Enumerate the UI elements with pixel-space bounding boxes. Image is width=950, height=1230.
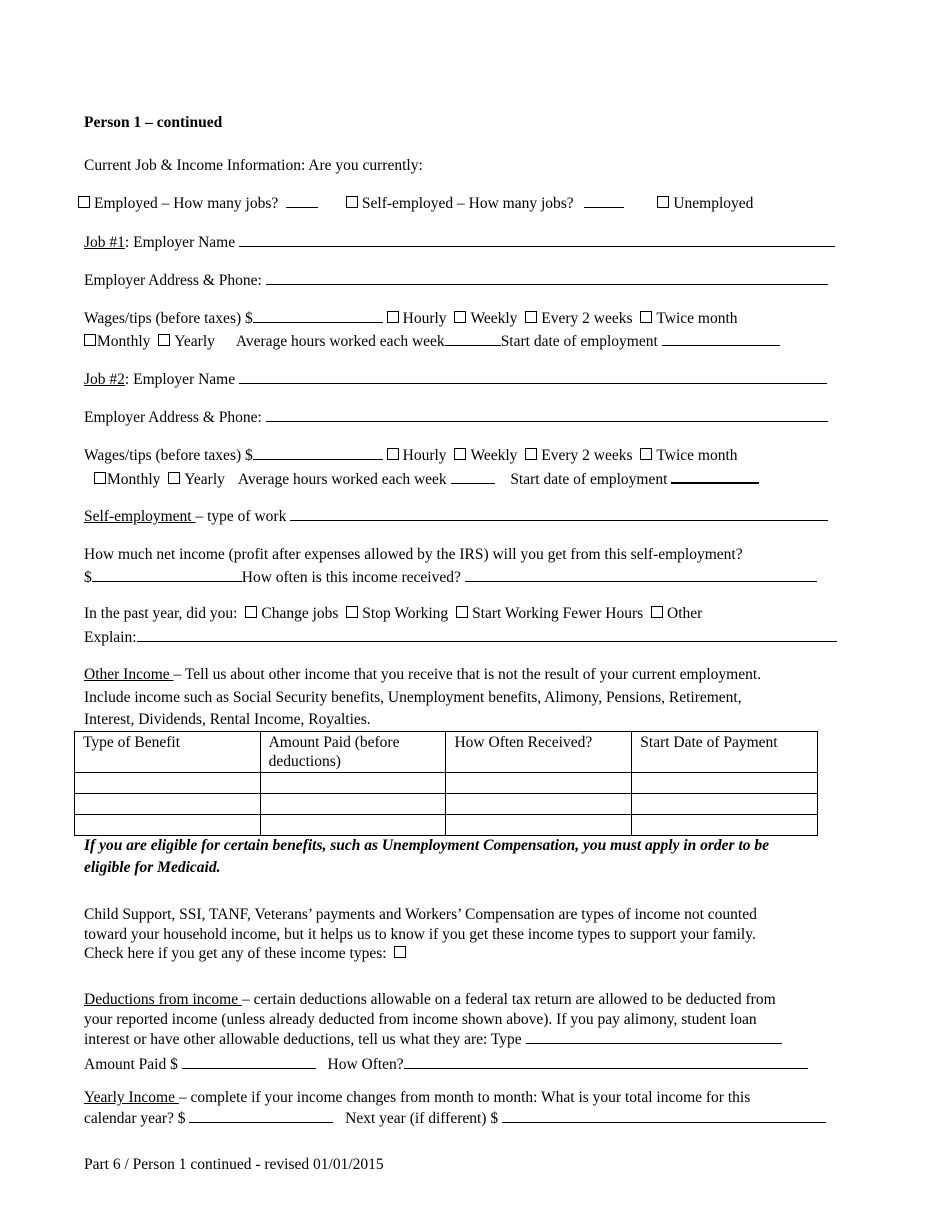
how-often-label: How often is this income received? — [241, 569, 461, 586]
table-row — [75, 815, 818, 836]
amount-paid-label: Amount Paid $ — [84, 1056, 178, 1073]
job2-twice-checkbox[interactable] — [640, 448, 652, 460]
child-support-checkbox[interactable] — [394, 946, 406, 958]
self-employment-row — [84, 506, 828, 526]
table-row — [75, 773, 818, 794]
deductions-line3 — [84, 1029, 782, 1049]
child-support-line2: toward your household income, but it helps us to know if you get these income types to support your family. — [84, 926, 756, 943]
deductions-how-often-field[interactable] — [404, 1054, 808, 1069]
job1-wages-label: Wages/tips (before taxes) $ — [84, 310, 253, 327]
page-footer: Part 6 / Person 1 continued - revised 01/01/2015 — [84, 1156, 384, 1173]
employed-checkbox[interactable] — [78, 196, 90, 208]
table-cell[interactable] — [632, 815, 818, 836]
explain-label: Explain: — [84, 629, 137, 646]
job1-employer-row — [84, 232, 835, 252]
table-cell[interactable] — [446, 794, 632, 815]
job1-employer-name-field[interactable] — [239, 232, 835, 247]
child-support-check-label: Check here if you get any of these income types: — [84, 945, 387, 962]
job1-avg-hours-field[interactable] — [445, 331, 501, 346]
calendar-year-label: calendar year? $ — [84, 1110, 186, 1127]
job1-hourly-label: Hourly — [402, 310, 447, 327]
self-employed-jobs-count-field[interactable] — [584, 193, 624, 208]
fewer-hours-label: Start Working Fewer Hours — [472, 605, 644, 622]
job2-yearly-label: Yearly — [184, 471, 225, 488]
table-cell[interactable] — [260, 794, 446, 815]
self-employed-checkbox[interactable] — [346, 196, 358, 208]
job1-start-date-label: Start date of employment — [500, 333, 658, 350]
deductions-amount-row — [84, 1054, 808, 1074]
table-cell[interactable] — [75, 773, 261, 794]
deductions-line1 — [84, 990, 776, 1009]
job1-avg-hours-label: Average hours worked each week — [235, 333, 445, 350]
job1-address-label: Employer Address & Phone: — [84, 272, 262, 289]
job2-every2-label: Every 2 weeks — [541, 447, 633, 464]
column-header-start-date: Start Date of Payment — [632, 732, 818, 773]
job2-start-date-label: Start date of employment — [510, 471, 668, 488]
child-support-line3 — [84, 944, 410, 963]
job2-wages-field[interactable] — [253, 445, 383, 460]
current-job-prompt: Current Job & Income Information: Are you currently: — [84, 157, 423, 174]
employed-jobs-count-field[interactable] — [286, 193, 318, 208]
stop-working-label: Stop Working — [362, 605, 449, 622]
child-support-line1: Child Support, SSI, TANF, Veterans’ payments and Workers’ Compensation are types of income not counted — [84, 906, 757, 923]
job1-hourly-checkbox[interactable] — [387, 311, 399, 323]
past-year-row — [84, 604, 702, 623]
job2-employer-name-label: : Employer Name — [124, 371, 236, 388]
unemployed-label: Unemployed — [673, 195, 754, 212]
job1-weekly-label: Weekly — [470, 310, 518, 327]
job1-freq-row — [84, 331, 780, 351]
deductions-how-often-label: How Often? — [327, 1056, 404, 1073]
other-income-text1: – Tell us about other income that you receive that is not the result of your current employment. — [173, 666, 762, 683]
self-employed-label: Self-employed – How many jobs? — [361, 195, 574, 212]
section-title: Person 1 – continued — [84, 114, 223, 131]
job2-label: Job #2 — [84, 371, 125, 388]
how-often-field[interactable] — [465, 567, 817, 582]
job1-label: Job #1 — [84, 234, 125, 251]
job2-monthly-checkbox[interactable] — [94, 472, 106, 484]
table-cell[interactable] — [260, 815, 446, 836]
yearly-income-line1 — [84, 1088, 750, 1107]
job1-yearly-label: Yearly — [174, 333, 215, 350]
explain-field[interactable] — [137, 627, 837, 642]
other-checkbox[interactable] — [651, 606, 663, 618]
job1-yearly-checkbox[interactable] — [158, 334, 170, 346]
yearly-income-label: Yearly Income — [84, 1089, 179, 1106]
job2-address-field[interactable] — [266, 407, 828, 422]
job2-address-row — [84, 407, 828, 427]
job2-hourly-label: Hourly — [402, 447, 447, 464]
employed-label: Employed – How many jobs? — [94, 195, 279, 212]
yearly-income-text1: – complete if your income changes from month to month: What is your total income for this — [178, 1089, 751, 1106]
job2-start-date-field[interactable] — [671, 468, 759, 484]
column-header-type: Type of Benefit — [75, 732, 261, 773]
job2-wages-label: Wages/tips (before taxes) $ — [84, 447, 253, 464]
table-cell[interactable] — [75, 815, 261, 836]
deductions-text1: – certain deductions allowable on a federal tax return are allowed to be deducted from — [241, 991, 776, 1008]
net-income-field[interactable] — [92, 567, 242, 582]
net-income-question: How much net income (profit after expenses allowed by the IRS) will you get from this self-employment? — [84, 546, 743, 563]
job2-avg-hours-label: Average hours worked each week — [237, 471, 447, 488]
job1-wages-field[interactable] — [253, 308, 383, 323]
deductions-line2: your reported income (unless already deducted from income shown above). If you pay alimony, student loan — [84, 1011, 757, 1028]
stop-working-checkbox[interactable] — [346, 606, 358, 618]
job1-address-row — [84, 270, 828, 290]
net-income-row — [84, 567, 817, 587]
job1-every2-checkbox[interactable] — [525, 311, 537, 323]
other-income-line1 — [84, 665, 761, 684]
job1-weekly-checkbox[interactable] — [454, 311, 466, 323]
self-employment-label: Self-employment — [84, 508, 196, 525]
employment-status-row — [78, 193, 753, 213]
job2-weekly-checkbox[interactable] — [454, 448, 466, 460]
job1-twice-label: Twice month — [656, 310, 738, 327]
table-header-row — [75, 732, 818, 773]
table-cell[interactable] — [75, 794, 261, 815]
job2-freq-row — [94, 468, 759, 489]
job1-monthly-checkbox[interactable] — [84, 334, 96, 346]
next-year-field[interactable] — [502, 1108, 826, 1123]
column-header-how-often: How Often Received? — [446, 732, 632, 773]
unemployed-checkbox[interactable] — [657, 196, 669, 208]
job2-yearly-checkbox[interactable] — [168, 472, 180, 484]
column-header-amount: Amount Paid (before deductions) — [260, 732, 446, 773]
change-jobs-label: Change jobs — [261, 605, 339, 622]
job2-wages-row — [84, 445, 738, 465]
explain-row — [84, 627, 837, 647]
deductions-type-label: interest or have other allowable deductions, tell us what they are: Type — [84, 1031, 522, 1048]
job1-wages-row — [84, 308, 738, 328]
job1-twice-checkbox[interactable] — [640, 311, 652, 323]
other-income-label: Other Income — [84, 666, 174, 683]
job2-hourly-checkbox[interactable] — [387, 448, 399, 460]
job2-twice-label: Twice month — [656, 447, 738, 464]
job2-weekly-label: Weekly — [470, 447, 518, 464]
table-cell[interactable] — [632, 794, 818, 815]
job2-monthly-label: Monthly — [107, 471, 161, 488]
other-label: Other — [667, 605, 703, 622]
change-jobs-checkbox[interactable] — [245, 606, 257, 618]
yearly-income-line2 — [84, 1108, 826, 1128]
amount-paid-field[interactable] — [182, 1054, 316, 1069]
job2-avg-hours-field[interactable] — [451, 469, 495, 484]
job2-address-label: Employer Address & Phone: — [84, 409, 262, 426]
eligibility-note-line1: If you are eligible for certain benefits, such as Unemployment Compensation, you must apply in order to be — [84, 837, 770, 854]
calendar-year-field[interactable] — [189, 1108, 333, 1123]
self-employment-type-label: – type of work — [195, 508, 287, 525]
job2-every2-checkbox[interactable] — [525, 448, 537, 460]
deductions-type-field[interactable] — [526, 1029, 782, 1044]
table-cell[interactable] — [446, 773, 632, 794]
table-cell[interactable] — [446, 815, 632, 836]
next-year-label: Next year (if different) $ — [345, 1110, 499, 1127]
self-employment-type-field[interactable] — [290, 506, 828, 521]
table-cell[interactable] — [632, 773, 818, 794]
job2-employer-row — [84, 369, 827, 389]
job1-every2-label: Every 2 weeks — [541, 310, 633, 327]
other-income-line2: Include income such as Social Security benefits, Unemployment benefits, Alimony, Pensions, Retirement, — [84, 689, 742, 706]
net-income-dollar: $ — [84, 569, 92, 586]
other-income-table — [74, 731, 818, 836]
table-row — [75, 794, 818, 815]
job1-employer-name-label: : Employer Name — [124, 234, 236, 251]
eligibility-note-line2: eligible for Medicaid. — [84, 859, 221, 876]
table-cell[interactable] — [260, 773, 446, 794]
past-year-prompt: In the past year, did you: — [84, 605, 238, 622]
other-income-line3: Interest, Dividends, Rental Income, Royalties. — [84, 711, 371, 728]
deductions-label: Deductions from income — [84, 991, 242, 1008]
job1-address-field[interactable] — [266, 270, 828, 285]
fewer-hours-checkbox[interactable] — [456, 606, 468, 618]
job2-employer-name-field[interactable] — [239, 369, 827, 384]
job1-start-date-field[interactable] — [662, 331, 780, 346]
job1-monthly-label: Monthly — [97, 333, 151, 350]
